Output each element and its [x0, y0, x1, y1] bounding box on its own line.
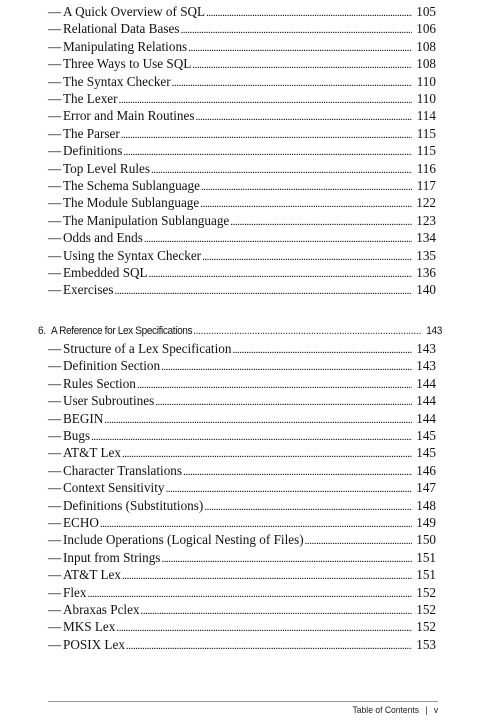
- dot-leader: [115, 282, 412, 300]
- toc-row: [0, 636, 480, 654]
- entry-title: The Parser: [63, 125, 120, 141]
- entry-dash: —: [48, 358, 62, 374]
- dot-leader: [161, 358, 412, 376]
- entry-page-number: 144: [416, 375, 436, 391]
- dot-leader: [201, 178, 412, 196]
- toc-row: [0, 375, 480, 393]
- entry-page-number: 151: [416, 567, 436, 583]
- dot-leader: [151, 161, 412, 179]
- entry-page-number: 117: [416, 178, 436, 193]
- entry-title: Bugs: [63, 428, 91, 443]
- entry-dash: —: [48, 230, 62, 246]
- entry-dash: —: [48, 549, 62, 565]
- entry-title: Relational Data Bases: [63, 21, 180, 37]
- entry-title: Include Operations (Logical Nesting of Files): [63, 532, 304, 548]
- toc-row: [0, 20, 480, 38]
- toc-entry[interactable]: [48, 90, 436, 109]
- entry-title: The Lexer: [63, 91, 118, 106]
- page-footer: [352, 705, 438, 716]
- dot-leader: [180, 21, 412, 39]
- entry-dash: —: [48, 497, 62, 513]
- entry-page-number: 135: [416, 247, 436, 263]
- toc-entry[interactable]: [48, 247, 436, 266]
- toc-entry[interactable]: [48, 427, 436, 446]
- entry-dash: —: [48, 602, 62, 617]
- toc-row: [0, 410, 480, 428]
- toc-entry[interactable]: [48, 177, 436, 196]
- toc-row: [0, 566, 480, 584]
- toc-row: [0, 3, 480, 21]
- entry-page-number: 153: [416, 636, 436, 652]
- dot-leader: [87, 585, 412, 603]
- entry-dash: —: [48, 247, 62, 263]
- toc-entry[interactable]: [48, 357, 436, 376]
- entry-title: MKS Lex: [63, 619, 116, 635]
- entry-title: Three Ways to Use SQL: [63, 56, 192, 72]
- dot-leader: [141, 602, 412, 620]
- dot-leader: [137, 376, 412, 394]
- dot-leader: [188, 39, 412, 57]
- entry-page-number: 134: [416, 230, 436, 246]
- entry-page-number: 149: [416, 515, 436, 530]
- toc-chapter-entry[interactable]: [38, 322, 442, 340]
- dot-leader: [123, 143, 412, 161]
- dot-leader: [155, 393, 412, 411]
- dot-leader: [91, 428, 412, 446]
- toc-entry[interactable]: [48, 20, 436, 39]
- toc-row: [0, 601, 480, 619]
- toc-row: [0, 618, 480, 636]
- toc-row: [0, 497, 480, 515]
- toc-row: [0, 427, 480, 445]
- entry-title: Definition Section: [63, 358, 161, 374]
- entry-dash: —: [48, 178, 62, 193]
- entry-dash: —: [48, 532, 62, 548]
- entry-page-number: 146: [416, 462, 436, 478]
- toc-row: [0, 584, 480, 602]
- toc-chapter-row: [0, 322, 480, 340]
- dot-leader: [172, 74, 412, 92]
- dot-leader: [144, 230, 412, 248]
- entry-page-number: 140: [416, 282, 436, 298]
- dot-leader: [165, 480, 412, 498]
- dot-leader: [204, 498, 412, 516]
- entry-title: AT&T Lex: [63, 567, 121, 583]
- dot-leader: [206, 4, 412, 22]
- entry-page-number: 136: [416, 265, 436, 280]
- entry-page-number: 145: [416, 428, 436, 443]
- dot-leader: [202, 248, 412, 266]
- entry-title: Rules Section: [63, 375, 136, 391]
- entry-page-number: 115: [416, 143, 436, 159]
- toc-entry[interactable]: [48, 73, 436, 92]
- entry-dash: —: [48, 462, 62, 478]
- toc-entry[interactable]: [48, 38, 436, 57]
- entry-page-number: 144: [416, 393, 436, 409]
- toc-entry[interactable]: [48, 497, 436, 516]
- footer-page-number: v: [433, 705, 438, 716]
- toc-row: [0, 281, 480, 299]
- entry-title: Embedded SQL: [63, 265, 148, 280]
- entry-page-number: 110: [416, 91, 436, 106]
- entry-dash: —: [48, 73, 62, 89]
- toc-row: [0, 444, 480, 462]
- dot-leader: [122, 445, 412, 463]
- entry-title: Structure of a Lex Specification: [63, 341, 232, 356]
- toc-row: [0, 340, 480, 358]
- toc-row: [0, 177, 480, 195]
- entry-dash: —: [48, 282, 62, 298]
- entry-title: The Syntax Checker: [63, 73, 171, 89]
- dot-leader: [183, 463, 412, 481]
- entry-title: The Manipulation Sublanguage: [63, 212, 230, 228]
- toc-entry[interactable]: [48, 107, 436, 126]
- entry-title: Abraxas Pclex: [63, 602, 140, 617]
- toc-entry[interactable]: [48, 142, 436, 161]
- toc-row: [0, 479, 480, 497]
- dot-leader: [192, 56, 412, 74]
- entry-dash: —: [48, 212, 62, 228]
- toc-row: [0, 142, 480, 160]
- entry-dash: —: [48, 38, 62, 54]
- dot-leader: [104, 411, 412, 429]
- toc-row: [0, 212, 480, 230]
- toc-row: [0, 38, 480, 56]
- entry-dash: —: [48, 410, 62, 426]
- toc-entry[interactable]: [48, 601, 436, 620]
- dot-leader: [126, 637, 412, 655]
- entry-dash: —: [48, 480, 62, 496]
- toc-entry[interactable]: [48, 281, 436, 300]
- entry-dash: —: [48, 393, 62, 409]
- chapter-page-number: 143: [426, 325, 442, 337]
- entry-page-number: 108: [416, 56, 436, 72]
- dot-leader: [305, 532, 412, 550]
- dot-leader: [119, 91, 412, 109]
- toc-row: [0, 514, 480, 532]
- toc-entry[interactable]: [48, 514, 436, 533]
- chapter-number: 6.: [38, 325, 46, 337]
- entry-page-number: 106: [416, 21, 436, 37]
- entry-title: BEGIN: [63, 410, 104, 426]
- entry-dash: —: [48, 91, 62, 106]
- toc-entry[interactable]: [48, 584, 436, 603]
- entry-page-number: 122: [416, 195, 436, 211]
- entry-dash: —: [48, 584, 62, 600]
- toc-entry[interactable]: [48, 410, 436, 429]
- entry-dash: —: [48, 515, 62, 530]
- entry-title: Using the Syntax Checker: [63, 247, 202, 263]
- toc-row: [0, 462, 480, 480]
- entry-dash: —: [48, 428, 62, 443]
- chapter-title: A Reference for Lex Specifications: [50, 325, 193, 337]
- dot-leader: [100, 515, 412, 533]
- entry-page-number: 143: [416, 341, 436, 356]
- entry-dash: —: [48, 445, 62, 461]
- entry-page-number: 152: [416, 602, 436, 617]
- toc-entry[interactable]: [48, 479, 436, 498]
- toc-entry[interactable]: [48, 566, 436, 585]
- toc-row: [0, 229, 480, 247]
- dot-leader: [121, 126, 412, 144]
- entry-title: Exercises: [63, 282, 114, 298]
- toc-row: [0, 73, 480, 91]
- entry-dash: —: [48, 375, 62, 391]
- dot-leader: [161, 550, 412, 568]
- toc-entry[interactable]: [48, 549, 436, 568]
- entry-title: The Schema Sublanguage: [63, 178, 200, 193]
- entry-title: AT&T Lex: [63, 445, 121, 461]
- entry-page-number: 115: [416, 125, 436, 141]
- footer-separator: |: [425, 705, 428, 716]
- footer-label: Table of Contents: [352, 705, 419, 716]
- entry-title: The Module Sublanguage: [63, 195, 200, 211]
- toc-entry[interactable]: [48, 3, 436, 22]
- entry-page-number: 123: [416, 212, 436, 228]
- entry-title: Input from Strings: [63, 549, 161, 565]
- toc-entry[interactable]: [48, 194, 436, 213]
- entry-title: Character Translations: [63, 462, 183, 478]
- dot-leader: [195, 108, 412, 126]
- entry-title: POSIX Lex: [63, 636, 125, 652]
- toc-entry[interactable]: [48, 392, 436, 411]
- toc-row: [0, 160, 480, 178]
- toc-entry[interactable]: [48, 160, 436, 179]
- dot-leader: [193, 322, 421, 340]
- entry-dash: —: [48, 56, 62, 72]
- entry-title: A Quick Overview of SQL: [63, 4, 206, 19]
- entry-title: Definitions: [63, 143, 123, 159]
- toc-row: [0, 549, 480, 567]
- toc-row: [0, 531, 480, 549]
- entry-page-number: 143: [416, 358, 436, 374]
- entry-page-number: 152: [416, 619, 436, 635]
- toc-row: [0, 125, 480, 143]
- entry-page-number: 108: [416, 38, 436, 54]
- toc-row: [0, 90, 480, 108]
- entry-page-number: 114: [416, 108, 436, 124]
- toc-entry[interactable]: [48, 55, 436, 74]
- footer-rule: [48, 701, 438, 702]
- toc-row: [0, 107, 480, 125]
- dot-leader: [122, 567, 412, 585]
- entry-dash: —: [48, 265, 62, 280]
- entry-dash: —: [48, 21, 62, 37]
- toc-row: [0, 55, 480, 73]
- toc-entry[interactable]: [48, 212, 436, 231]
- toc-entry[interactable]: [48, 340, 436, 359]
- entry-dash: —: [48, 567, 62, 583]
- entry-title: Error and Main Routines: [63, 108, 195, 124]
- entry-dash: —: [48, 125, 62, 141]
- entry-dash: —: [48, 108, 62, 124]
- entry-page-number: 151: [416, 549, 436, 565]
- entry-title: Context Sensitivity: [63, 480, 165, 496]
- entry-title: User Subroutines: [63, 393, 155, 409]
- entry-dash: —: [48, 160, 62, 176]
- entry-page-number: 105: [416, 4, 436, 19]
- entry-page-number: 110: [416, 73, 436, 89]
- toc-entry[interactable]: [48, 229, 436, 248]
- toc-entry[interactable]: [48, 462, 436, 481]
- toc-row: [0, 392, 480, 410]
- entry-page-number: 116: [416, 160, 436, 176]
- entry-dash: —: [48, 341, 62, 356]
- entry-title: Top Level Rules: [63, 160, 150, 176]
- toc-entry[interactable]: [48, 618, 436, 637]
- entry-page-number: 145: [416, 445, 436, 461]
- toc-entry[interactable]: [48, 264, 436, 283]
- dot-leader: [149, 265, 412, 283]
- entry-page-number: 147: [416, 480, 436, 496]
- toc-entry[interactable]: [48, 444, 436, 463]
- entry-title: ECHO: [63, 515, 99, 530]
- dot-leader: [200, 195, 412, 213]
- dot-leader: [116, 619, 412, 637]
- toc-row: [0, 194, 480, 212]
- entry-dash: —: [48, 195, 62, 211]
- entry-page-number: 148: [416, 497, 436, 513]
- toc-entry[interactable]: [48, 125, 436, 144]
- dot-leader: [232, 341, 412, 359]
- entry-title: Definitions (Substitutions): [63, 497, 204, 513]
- entry-title: Manipulating Relations: [63, 38, 188, 54]
- entry-title: Odds and Ends: [63, 230, 143, 246]
- toc-row: [0, 357, 480, 375]
- entry-dash: —: [48, 143, 62, 159]
- entry-page-number: 152: [416, 584, 436, 600]
- toc-entry[interactable]: [48, 636, 436, 655]
- toc-entry[interactable]: [48, 375, 436, 394]
- toc-row: [0, 247, 480, 265]
- toc-row: [0, 264, 480, 282]
- entry-page-number: 144: [416, 410, 436, 426]
- entry-dash: —: [48, 619, 62, 635]
- dot-leader: [230, 213, 412, 231]
- entry-title: Flex: [63, 584, 87, 600]
- toc-entry[interactable]: [48, 531, 436, 550]
- entry-page-number: 150: [416, 532, 436, 548]
- entry-dash: —: [48, 636, 62, 652]
- entry-dash: —: [48, 4, 62, 19]
